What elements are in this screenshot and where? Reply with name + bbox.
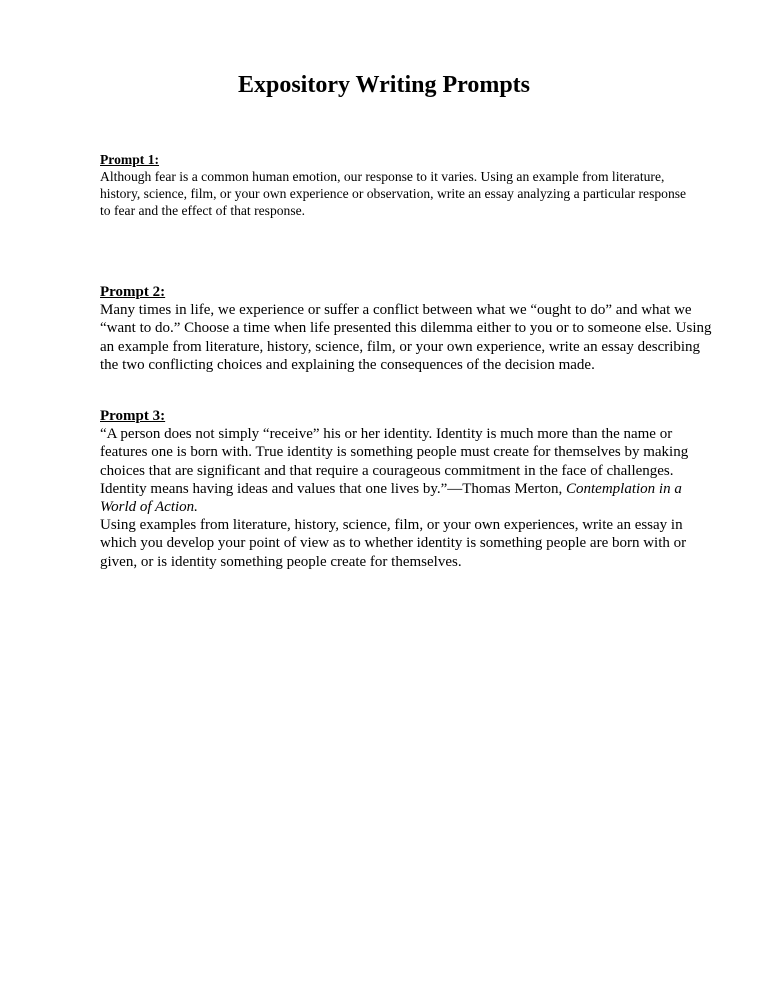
prompt-3-line: choices that are significant and that require a courageous commitment in the face of challenges.	[100, 462, 674, 479]
prompt-1-line: to fear and the effect of that response.	[100, 203, 306, 218]
prompt-1-label: Prompt 1:	[100, 152, 160, 167]
prompt-3-source-line	[100, 498, 700, 516]
prompt-3-label: Prompt 3:	[100, 408, 166, 424]
prompt-3-quote-line	[100, 480, 700, 498]
prompt-1	[100, 151, 700, 219]
prompt-3-line: “A person does not simply “receive” his or her identity. Identity is much more than the name or	[100, 426, 673, 443]
page-title: Expository Writing Prompts	[237, 72, 531, 98]
quote-text: Identity means having ideas and values that one lives by.”—Thomas Merton,	[100, 480, 566, 497]
prompt-3-line: which you develop your point of view as to whether identity is something people are born with or	[100, 535, 687, 552]
prompt-1-line: Although fear is a common human emotion, our response to it varies. Using an example from literature,	[100, 169, 665, 184]
source-title: Contemplation in a	[566, 480, 682, 497]
prompt-2-line: an example from literature, history, science, film, or your own experience, write an essay describing	[100, 338, 701, 355]
prompt-2-label: Prompt 2:	[100, 284, 166, 300]
prompt-3	[100, 407, 700, 571]
prompt-1-line: history, science, film, or your own experience or observation, write an essay analyzing a particular response	[100, 186, 687, 201]
prompt-2	[100, 283, 712, 374]
prompt-2-line: Many times in life, we experience or suffer a conflict between what we “ought to do” and what we	[100, 302, 692, 319]
prompt-3-line: given, or is identity something people create for themselves.	[100, 553, 462, 570]
prompt-3-line: Using examples from literature, history, science, film, or your own experiences, write an essay in	[100, 517, 683, 534]
prompt-3-line: features one is born with. True identity is something people must create for themselves by making	[100, 444, 689, 461]
prompt-2-line: “want to do.” Choose a time when life presented this dilemma either to you or to someone else. Using	[100, 320, 712, 337]
source-title-cont: World of Action.	[100, 499, 198, 516]
prompt-2-line: the two conflicting choices and explaining the consequences of the decision made.	[100, 356, 595, 373]
